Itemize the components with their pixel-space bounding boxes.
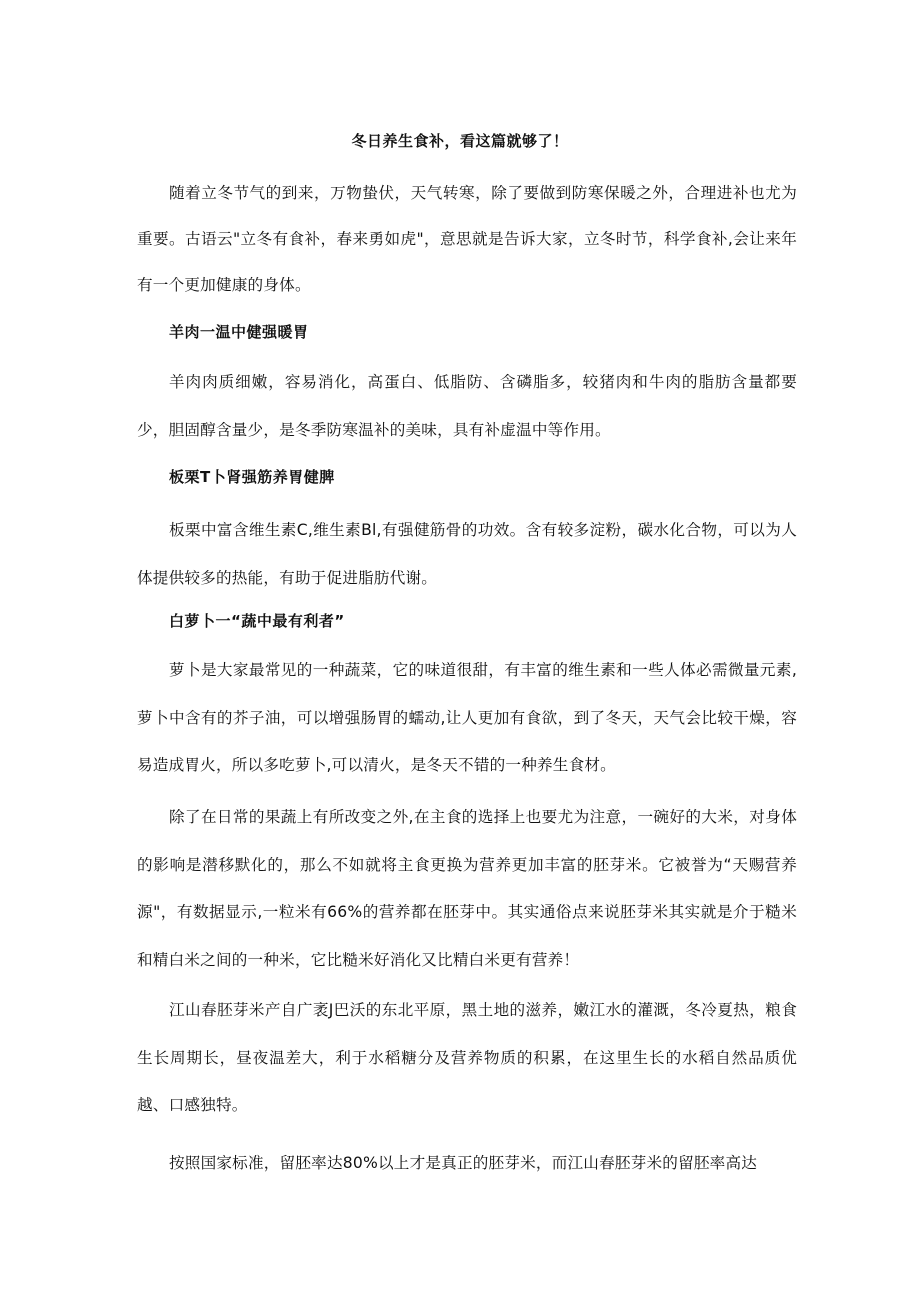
- section-heading-radish: 白萝卜一“蔬中最有利者”: [169, 612, 345, 630]
- rice-paragraph: 除了在日常的果蔬上有所改变之外,在主食的选择上也要尤为注意，一碗好的大米，对身体的影响是潜移默化的，那么不如就将主食更换为营养更加丰富的胚芽米。它被誉为“天赐营养源"，有数据显示,一粒米有66%的营养都在胚芽中。其实通俗点来说胚芽米其实就是介于糙米和精白米之间的一种米，它比糙米好消化又比精白米更有营养！: [137, 808, 797, 969]
- section-body-mutton: 羊肉肉质细嫩，容易消化，高蛋白、低脂防、含磷脂多，较猪肉和牛肉的脂肪含量都要少，胆固醇含量少，是冬季防寒温补的美味，具有补虚温中等作用。: [137, 373, 797, 439]
- section-heading-chestnut: 板栗T卜肾强筋养胃健脾: [169, 468, 335, 486]
- section-heading-mutton: 羊肉一温中健强暖胃: [169, 323, 309, 341]
- section-body-radish: 萝卜是大家最常见的一种蔬菜，它的味道很甜，有丰富的维生素和一些人体必需微量元素,萝卜中含有的芥子油，可以增强肠胃的蠕动,让人更加有食欲，到了冬天，天气会比较干燥，容易造成胃火，所以多吃萝卜,可以清火，是冬天不错的一种养生食材。: [137, 661, 797, 774]
- origin-paragraph: 江山春胚芽米产自广袤J巴沃的东北平原，黑土地的滋养，嫩江水的灌溉，冬冷夏热，粮食生长周期长，昼夜温差大，利于水稻糖分及营养物质的积累，在这里生长的水稻自然品质优越、口感独特。: [137, 1001, 797, 1114]
- document-title: 冬日养生食补，看这篇就够了！: [351, 132, 569, 150]
- section-body-chestnut: 板栗中富含维生素C,维生素Bl,有强健筋骨的功效。含有较多淀粉，碳水化合物，可以为人体提供较多的热能，有助于促进脂肪代谢。: [137, 521, 797, 587]
- standard-paragraph: 按照国家标准，留胚率达80%以上才是真正的胚芽米，而江山春胚芽米的留胚率高达: [169, 1154, 758, 1172]
- intro-paragraph: 随着立冬节气的到来，万物蛰伏，天气转寒，除了要做到防寒保暖之外，合理进补也尤为重要。古语云"立冬有食补，春来勇如虎"，意思就是告诉大家，立冬时节，科学食补,会让来年有一个更加健康的身体。: [137, 184, 797, 294]
